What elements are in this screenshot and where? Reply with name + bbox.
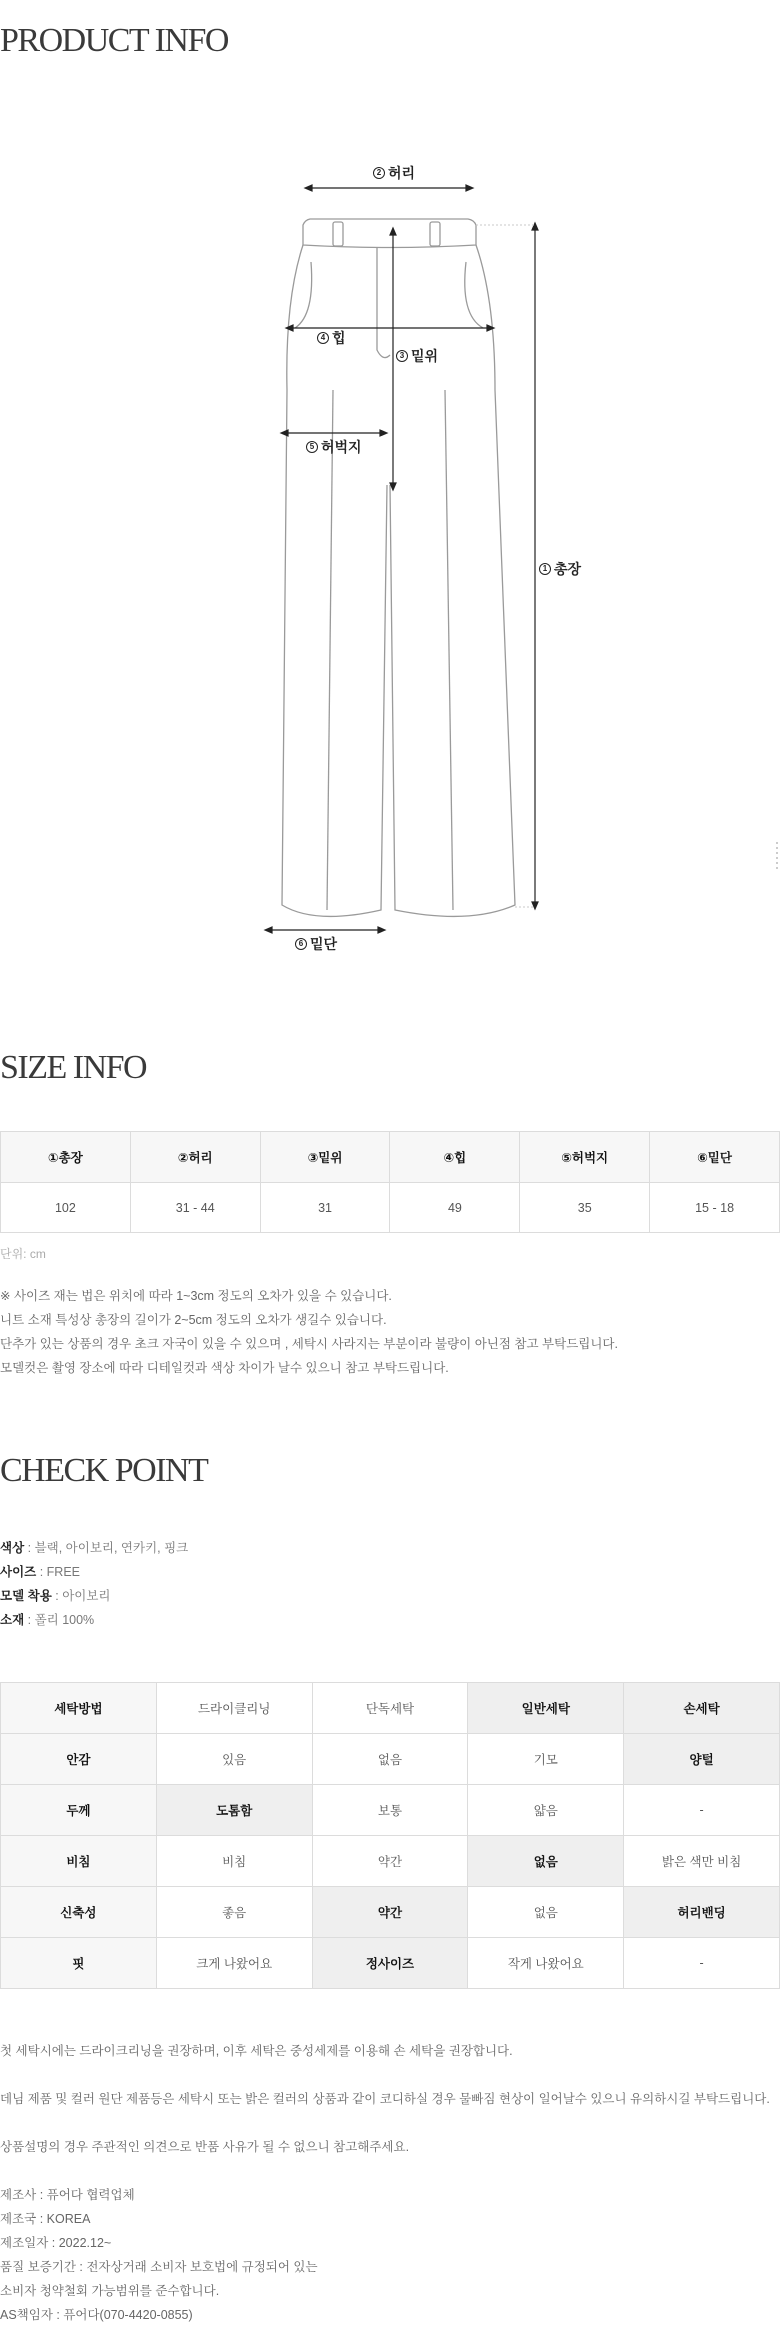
check-option: 얇음 xyxy=(468,1785,624,1836)
hip-label: 4 힙 xyxy=(317,328,346,348)
size-note: ※ 사이즈 재는 법은 위치에 따라 1~3cm 정도의 오차가 있을 수 있습니다. xyxy=(0,1289,392,1303)
check-row xyxy=(1,1938,780,1989)
check-option: - xyxy=(624,1785,780,1836)
check-option: 없음 xyxy=(468,1887,624,1938)
spec-size: 사이즈 : FREE xyxy=(0,1565,80,1579)
size-value-rise: 31 xyxy=(260,1183,390,1233)
check-row xyxy=(1,1887,780,1938)
size-value-hem: 15 - 18 xyxy=(650,1183,780,1233)
check-row xyxy=(1,1683,780,1734)
check-option: 기모 xyxy=(468,1734,624,1785)
size-value-length: 102 xyxy=(1,1183,131,1233)
care-note: 상품설명의 경우 주관적인 의견으로 반품 사유가 될 수 없으니 참고해주세요. xyxy=(0,2140,410,2154)
scroll-indicator xyxy=(776,842,778,872)
spec-color: 색상 : 블랙, 아이보리, 연카키, 핑크 xyxy=(0,1541,189,1555)
rise-label: 3 밑위 xyxy=(396,346,438,366)
check-option: 밝은 색만 비침 xyxy=(624,1836,780,1887)
check-option: 손세탁 xyxy=(624,1683,780,1734)
check-point-table-body xyxy=(1,1683,780,1989)
check-row-head: 신축성 xyxy=(1,1887,157,1938)
care-note: 데님 제품 및 컬러 원단 제품등은 세탁시 또는 밝은 컬러의 상품과 같이 코디하실 경우 물빠짐 현상이 일어날수 있으니 유의하시길 부탁드립니다. xyxy=(0,2092,770,2106)
check-point-title: CHECK POINT xyxy=(0,1452,208,1489)
check-row xyxy=(1,1734,780,1785)
check-option: 도톰함 xyxy=(156,1785,312,1836)
size-note: 단추가 있는 상품의 경우 초크 자국이 있을 수 있으며 , 세탁시 사라지는 부분이라 불량이 아닌점 참고 부탁드립니다. xyxy=(0,1337,618,1351)
size-header-length: ①총장 xyxy=(1,1132,131,1183)
size-header-rise: ③밑위 xyxy=(260,1132,390,1183)
product-specs xyxy=(0,1536,188,1632)
manufacture-date-line: 제조일자 : 2022.12~ xyxy=(0,2236,112,2250)
check-option: 약간 xyxy=(312,1836,468,1887)
check-option: 좋음 xyxy=(156,1887,312,1938)
check-option: 보통 xyxy=(312,1785,468,1836)
size-info-title: SIZE INFO xyxy=(0,1049,147,1086)
check-option: 없음 xyxy=(312,1734,468,1785)
check-option: - xyxy=(624,1938,780,1989)
size-header-waist: ②허리 xyxy=(130,1132,260,1183)
check-row-head: 비침 xyxy=(1,1836,157,1887)
size-table xyxy=(0,1131,780,1233)
check-option: 일반세탁 xyxy=(468,1683,624,1734)
size-header-thigh: ⑤허벅지 xyxy=(520,1132,650,1183)
care-note: 첫 세탁시에는 드라이크리닝을 권장하며, 이후 세탁은 중성세제를 이용해 손 세탁을 권장합니다. xyxy=(0,2044,513,2058)
size-unit: 단위: cm xyxy=(0,1247,46,1261)
size-notes xyxy=(0,1284,618,1380)
product-footer-info xyxy=(0,2039,770,2327)
size-value-waist: 31 - 44 xyxy=(130,1183,260,1233)
check-point-table xyxy=(0,1682,780,1989)
as-contact-line: AS책임자 : 퓨어다(070-4420-0855) xyxy=(0,2308,193,2322)
check-option: 없음 xyxy=(468,1836,624,1887)
check-option: 양털 xyxy=(624,1734,780,1785)
hem-label: 6 밑단 xyxy=(295,934,337,954)
check-option: 약간 xyxy=(312,1887,468,1938)
check-option: 비침 xyxy=(156,1836,312,1887)
spec-model-wear: 모델 착용 : 아이보리 xyxy=(0,1589,111,1603)
check-option: 작게 나왔어요 xyxy=(468,1938,624,1989)
length-label: 1 총장 xyxy=(539,559,581,579)
check-row xyxy=(1,1785,780,1836)
check-option: 허리밴딩 xyxy=(624,1887,780,1938)
pants-outline-illustration xyxy=(255,150,595,960)
spec-material: 소재 : 폴리 100% xyxy=(0,1613,95,1627)
warranty-line-2: 소비자 청약철회 가능범위를 준수합니다. xyxy=(0,2284,220,2298)
check-option: 있음 xyxy=(156,1734,312,1785)
manufacturer-line: 제조사 : 퓨어다 협력업체 xyxy=(0,2188,135,2202)
size-table-value-row xyxy=(1,1183,780,1233)
check-option: 정사이즈 xyxy=(312,1938,468,1989)
size-value-thigh: 35 xyxy=(520,1183,650,1233)
size-note: 니트 소재 특성상 총장의 길이가 2~5cm 정도의 오차가 생길수 있습니다. xyxy=(0,1313,387,1327)
size-note: 모델컷은 촬영 장소에 따라 디테일컷과 색상 차이가 날수 있으니 참고 부탁드립니다. xyxy=(0,1361,449,1375)
product-info-title: PRODUCT INFO xyxy=(0,22,228,59)
waist-label: 2 허리 xyxy=(373,163,415,183)
check-row-head: 안감 xyxy=(1,1734,157,1785)
size-header-hip: ④힙 xyxy=(390,1132,520,1183)
check-row-head: 세탁방법 xyxy=(1,1683,157,1734)
size-value-hip: 49 xyxy=(390,1183,520,1233)
check-row xyxy=(1,1836,780,1887)
thigh-label: 5 허벅지 xyxy=(306,437,362,457)
check-option: 크게 나왔어요 xyxy=(156,1938,312,1989)
check-option: 드라이클리닝 xyxy=(156,1683,312,1734)
warranty-line: 품질 보증기간 : 전자상거래 소비자 보호법에 규정되어 있는 xyxy=(0,2260,318,2274)
size-header-hem: ⑥밑단 xyxy=(650,1132,780,1183)
pants-measurement-diagram xyxy=(255,150,595,960)
check-row-head: 두께 xyxy=(1,1785,157,1836)
country-line: 제조국 : KOREA xyxy=(0,2212,91,2226)
size-table-header-row xyxy=(1,1132,780,1183)
check-option: 단독세탁 xyxy=(312,1683,468,1734)
check-row-head: 핏 xyxy=(1,1938,157,1989)
